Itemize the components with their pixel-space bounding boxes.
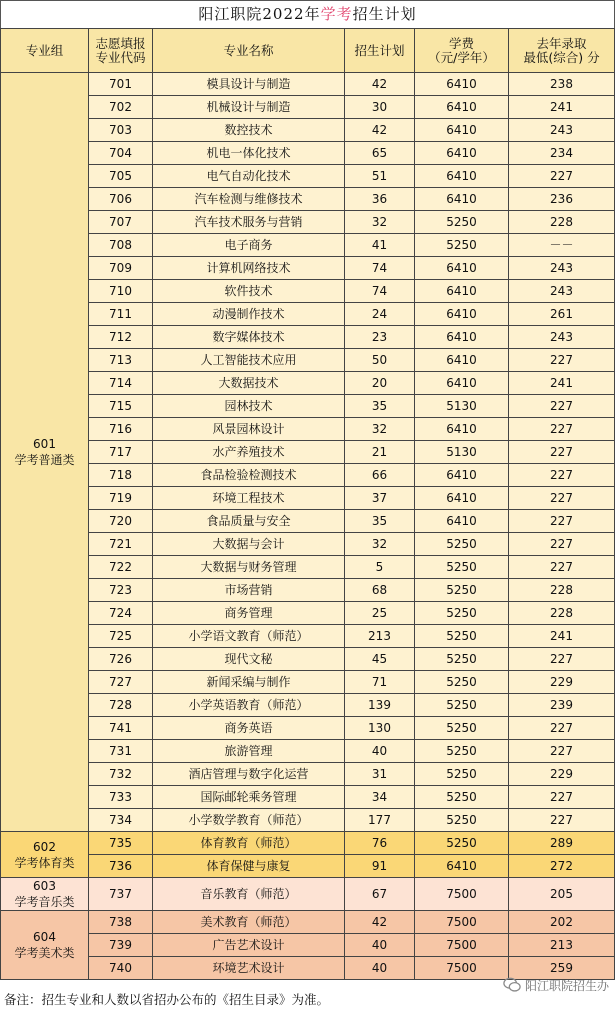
cell-fee: 5250 bbox=[415, 579, 509, 602]
cell-fee: 6410 bbox=[415, 464, 509, 487]
cell-quota: 20 bbox=[345, 372, 415, 395]
cell-name: 水产养殖技术 bbox=[153, 441, 345, 464]
cell-score: 227 bbox=[509, 533, 615, 556]
cell-fee: 6410 bbox=[415, 418, 509, 441]
cell-score: 227 bbox=[509, 717, 615, 740]
cell-score: 243 bbox=[509, 326, 615, 349]
cell-code: 732 bbox=[89, 763, 153, 786]
cell-quota: 67 bbox=[345, 878, 415, 911]
cell-score: 238 bbox=[509, 73, 615, 96]
table-row bbox=[1, 257, 615, 280]
cell-quota: 24 bbox=[345, 303, 415, 326]
cell-quota: 74 bbox=[345, 257, 415, 280]
cell-fee: 6410 bbox=[415, 119, 509, 142]
cell-code: 710 bbox=[89, 280, 153, 303]
table-row bbox=[1, 73, 615, 96]
cell-code: 740 bbox=[89, 957, 153, 980]
cell-score: 259 bbox=[509, 957, 615, 980]
cell-fee: 6410 bbox=[415, 303, 509, 326]
cell-name: 风景园林设计 bbox=[153, 418, 345, 441]
cell-code: 714 bbox=[89, 372, 153, 395]
footer-note: 备注：招生专业和人数以省招办公布的《招生目录》为准。 bbox=[4, 992, 330, 1007]
table-row bbox=[1, 142, 615, 165]
cell-quota: 139 bbox=[345, 694, 415, 717]
cell-quota: 32 bbox=[345, 211, 415, 234]
group-label: 学考美术类 bbox=[14, 946, 75, 960]
table-row bbox=[1, 165, 615, 188]
cell-quota: 74 bbox=[345, 280, 415, 303]
header-score-line2: 最低(综合) 分 bbox=[523, 49, 600, 65]
cell-code: 704 bbox=[89, 142, 153, 165]
table-row bbox=[1, 211, 615, 234]
cell-score: 261 bbox=[509, 303, 615, 326]
cell-fee: 5250 bbox=[415, 556, 509, 579]
cell-score: 236 bbox=[509, 188, 615, 211]
cell-name: 小学数学教育（师范） bbox=[153, 809, 345, 832]
cell-quota: 5 bbox=[345, 556, 415, 579]
cell-fee: 7500 bbox=[415, 911, 509, 934]
cell-quota: 177 bbox=[345, 809, 415, 832]
cell-score: 243 bbox=[509, 280, 615, 303]
cell-fee: 6410 bbox=[415, 73, 509, 96]
table-row bbox=[1, 372, 615, 395]
group-code: 604 bbox=[33, 930, 56, 944]
cell-score: 227 bbox=[509, 418, 615, 441]
cell-name: 数字媒体技术 bbox=[153, 326, 345, 349]
cell-fee: 6410 bbox=[415, 510, 509, 533]
cell-fee: 7500 bbox=[415, 878, 509, 911]
cell-score: 229 bbox=[509, 671, 615, 694]
group-code: 601 bbox=[33, 437, 56, 451]
cell-code: 713 bbox=[89, 349, 153, 372]
cell-name: 人工智能技术应用 bbox=[153, 349, 345, 372]
cell-quota: 31 bbox=[345, 763, 415, 786]
cell-quota: 35 bbox=[345, 395, 415, 418]
watermark bbox=[503, 976, 609, 994]
cell-fee: 5250 bbox=[415, 533, 509, 556]
cell-quota: 45 bbox=[345, 648, 415, 671]
cell-code: 723 bbox=[89, 579, 153, 602]
cell-score: 239 bbox=[509, 694, 615, 717]
header-last-year-score bbox=[509, 29, 615, 73]
table-row bbox=[1, 119, 615, 142]
cell-fee: 6410 bbox=[415, 142, 509, 165]
table-row bbox=[1, 878, 615, 911]
cell-quota: 30 bbox=[345, 96, 415, 119]
table-row bbox=[1, 625, 615, 648]
cell-code: 727 bbox=[89, 671, 153, 694]
cell-score: 227 bbox=[509, 441, 615, 464]
cell-name: 体育教育（师范） bbox=[153, 832, 345, 855]
cell-fee: 7500 bbox=[415, 934, 509, 957]
wechat-icon bbox=[503, 976, 521, 994]
header-fee-line2: （元/学年） bbox=[428, 49, 495, 65]
watermark-text: 阳江职院招生办 bbox=[524, 978, 609, 993]
cell-quota: 23 bbox=[345, 326, 415, 349]
cell-quota: 21 bbox=[345, 441, 415, 464]
cell-fee: 5250 bbox=[415, 763, 509, 786]
cell-fee: 5250 bbox=[415, 648, 509, 671]
cell-name: 小学语文教育（师范） bbox=[153, 625, 345, 648]
cell-score: 243 bbox=[509, 119, 615, 142]
table-row bbox=[1, 441, 615, 464]
cell-score: 228 bbox=[509, 579, 615, 602]
table-row bbox=[1, 602, 615, 625]
cell-quota: 34 bbox=[345, 786, 415, 809]
cell-name: 软件技术 bbox=[153, 280, 345, 303]
title-suffix: 招生计划 bbox=[352, 5, 417, 23]
table-row bbox=[1, 832, 615, 855]
cell-code: 716 bbox=[89, 418, 153, 441]
cell-score: 241 bbox=[509, 625, 615, 648]
cell-name: 园林技术 bbox=[153, 395, 345, 418]
cell-name: 大数据技术 bbox=[153, 372, 345, 395]
cell-name: 酒店管理与数字化运营 bbox=[153, 763, 345, 786]
cell-code: 725 bbox=[89, 625, 153, 648]
cell-quota: 32 bbox=[345, 533, 415, 556]
table-row bbox=[1, 349, 615, 372]
cell-code: 702 bbox=[89, 96, 153, 119]
cell-quota: 32 bbox=[345, 418, 415, 441]
cell-score: 241 bbox=[509, 96, 615, 119]
cell-fee: 5250 bbox=[415, 234, 509, 257]
cell-quota: 41 bbox=[345, 234, 415, 257]
cell-score: 202 bbox=[509, 911, 615, 934]
table-row bbox=[1, 911, 615, 934]
cell-score: 227 bbox=[509, 487, 615, 510]
cell-quota: 91 bbox=[345, 855, 415, 878]
cell-fee: 6410 bbox=[415, 96, 509, 119]
cell-fee: 5250 bbox=[415, 740, 509, 763]
cell-fee: 5250 bbox=[415, 211, 509, 234]
header-code-line2: 专业代码 bbox=[95, 49, 146, 65]
cell-fee: 6410 bbox=[415, 349, 509, 372]
cell-name: 汽车技术服务与营销 bbox=[153, 211, 345, 234]
cell-name: 音乐教育（师范） bbox=[153, 878, 345, 911]
group-cell bbox=[1, 73, 89, 832]
cell-score: 227 bbox=[509, 165, 615, 188]
cell-fee: 6410 bbox=[415, 855, 509, 878]
cell-quota: 76 bbox=[345, 832, 415, 855]
cell-code: 706 bbox=[89, 188, 153, 211]
cell-score: 243 bbox=[509, 257, 615, 280]
title-highlight: 学考 bbox=[320, 5, 353, 23]
cell-code: 718 bbox=[89, 464, 153, 487]
header-code-line1: 志愿填报 bbox=[95, 35, 146, 51]
cell-fee: 6410 bbox=[415, 326, 509, 349]
cell-name: 电气自动化技术 bbox=[153, 165, 345, 188]
table-row bbox=[1, 280, 615, 303]
cell-score: 229 bbox=[509, 763, 615, 786]
cell-name: 机械设计与制造 bbox=[153, 96, 345, 119]
cell-quota: 68 bbox=[345, 579, 415, 602]
cell-name: 广告艺术设计 bbox=[153, 934, 345, 957]
cell-quota: 42 bbox=[345, 73, 415, 96]
header-major-name: 专业名称 bbox=[153, 29, 345, 73]
cell-fee: 6410 bbox=[415, 188, 509, 211]
cell-score: 227 bbox=[509, 464, 615, 487]
cell-code: 735 bbox=[89, 832, 153, 855]
table-row bbox=[1, 717, 615, 740]
table-row bbox=[1, 303, 615, 326]
cell-fee: 6410 bbox=[415, 487, 509, 510]
group-label: 学考普通类 bbox=[14, 453, 75, 467]
cell-score: 228 bbox=[509, 211, 615, 234]
cell-fee: 6410 bbox=[415, 372, 509, 395]
cell-code: 720 bbox=[89, 510, 153, 533]
cell-quota: 65 bbox=[345, 142, 415, 165]
cell-quota: 66 bbox=[345, 464, 415, 487]
group-cell bbox=[1, 878, 89, 911]
table-row bbox=[1, 96, 615, 119]
cell-code: 711 bbox=[89, 303, 153, 326]
cell-quota: 213 bbox=[345, 625, 415, 648]
cell-score: 205 bbox=[509, 878, 615, 911]
group-label: 学考音乐类 bbox=[14, 895, 75, 909]
cell-name: 小学英语教育（师范） bbox=[153, 694, 345, 717]
cell-quota: 37 bbox=[345, 487, 415, 510]
table-row bbox=[1, 694, 615, 717]
cell-quota: 71 bbox=[345, 671, 415, 694]
cell-fee: 5250 bbox=[415, 786, 509, 809]
admission-plan-table bbox=[0, 28, 615, 980]
cell-score: －－ bbox=[509, 234, 615, 257]
cell-code: 741 bbox=[89, 717, 153, 740]
group-code: 602 bbox=[33, 839, 56, 854]
cell-quota: 42 bbox=[345, 911, 415, 934]
table-row bbox=[1, 740, 615, 763]
cell-name: 美术教育（师范） bbox=[153, 911, 345, 934]
cell-score: 227 bbox=[509, 349, 615, 372]
table-row bbox=[1, 648, 615, 671]
cell-code: 701 bbox=[89, 73, 153, 96]
cell-score: 227 bbox=[509, 556, 615, 579]
cell-code: 712 bbox=[89, 326, 153, 349]
cell-code: 703 bbox=[89, 119, 153, 142]
cell-fee: 7500 bbox=[415, 957, 509, 980]
cell-name: 大数据与会计 bbox=[153, 533, 345, 556]
table-row bbox=[1, 487, 615, 510]
cell-quota: 40 bbox=[345, 740, 415, 763]
cell-score: 227 bbox=[509, 786, 615, 809]
cell-code: 709 bbox=[89, 257, 153, 280]
cell-name: 新闻采编与制作 bbox=[153, 671, 345, 694]
cell-name: 市场营销 bbox=[153, 579, 345, 602]
cell-fee: 5250 bbox=[415, 809, 509, 832]
table-row bbox=[1, 763, 615, 786]
cell-code: 708 bbox=[89, 234, 153, 257]
cell-fee: 5130 bbox=[415, 441, 509, 464]
cell-name: 机电一体化技术 bbox=[153, 142, 345, 165]
cell-quota: 25 bbox=[345, 602, 415, 625]
cell-score: 234 bbox=[509, 142, 615, 165]
cell-fee: 5250 bbox=[415, 694, 509, 717]
cell-quota: 130 bbox=[345, 717, 415, 740]
cell-name: 国际邮轮乘务管理 bbox=[153, 786, 345, 809]
table-row bbox=[1, 579, 615, 602]
group-cell bbox=[1, 911, 89, 980]
header-score-line1: 去年录取 bbox=[536, 35, 587, 51]
cell-name: 大数据与财务管理 bbox=[153, 556, 345, 579]
cell-quota: 35 bbox=[345, 510, 415, 533]
cell-name: 电子商务 bbox=[153, 234, 345, 257]
cell-fee: 5250 bbox=[415, 602, 509, 625]
cell-quota: 36 bbox=[345, 188, 415, 211]
cell-name: 数控技术 bbox=[153, 119, 345, 142]
table-row bbox=[1, 671, 615, 694]
cell-code: 719 bbox=[89, 487, 153, 510]
cell-fee: 5250 bbox=[415, 671, 509, 694]
cell-name: 食品检验检测技术 bbox=[153, 464, 345, 487]
page-title bbox=[0, 0, 615, 29]
cell-code: 705 bbox=[89, 165, 153, 188]
cell-score: 213 bbox=[509, 934, 615, 957]
cell-fee: 6410 bbox=[415, 257, 509, 280]
header-code bbox=[89, 29, 153, 73]
cell-quota: 40 bbox=[345, 934, 415, 957]
cell-score: 241 bbox=[509, 372, 615, 395]
cell-score: 228 bbox=[509, 602, 615, 625]
cell-name: 环境工程技术 bbox=[153, 487, 345, 510]
table-row bbox=[1, 188, 615, 211]
cell-quota: 50 bbox=[345, 349, 415, 372]
cell-score: 227 bbox=[509, 809, 615, 832]
cell-name: 体育保健与康复 bbox=[153, 855, 345, 878]
cell-code: 721 bbox=[89, 533, 153, 556]
cell-fee: 5250 bbox=[415, 717, 509, 740]
cell-code: 717 bbox=[89, 441, 153, 464]
cell-score: 289 bbox=[509, 832, 615, 855]
cell-name: 商务管理 bbox=[153, 602, 345, 625]
cell-fee: 6410 bbox=[415, 280, 509, 303]
cell-code: 728 bbox=[89, 694, 153, 717]
cell-score: 227 bbox=[509, 510, 615, 533]
cell-name: 汽车检测与维修技术 bbox=[153, 188, 345, 211]
header-group: 专业组 bbox=[1, 29, 89, 73]
cell-fee: 6410 bbox=[415, 165, 509, 188]
group-cell bbox=[1, 832, 89, 878]
cell-name: 商务英语 bbox=[153, 717, 345, 740]
cell-quota: 42 bbox=[345, 119, 415, 142]
title-prefix: 阳江职院2022年 bbox=[198, 5, 321, 23]
cell-name: 现代文秘 bbox=[153, 648, 345, 671]
table-body bbox=[1, 73, 615, 980]
header-fee bbox=[415, 29, 509, 73]
table-row bbox=[1, 533, 615, 556]
cell-score: 227 bbox=[509, 395, 615, 418]
cell-name: 模具设计与制造 bbox=[153, 73, 345, 96]
cell-quota: 51 bbox=[345, 165, 415, 188]
table-row bbox=[1, 556, 615, 579]
cell-score: 227 bbox=[509, 648, 615, 671]
cell-name: 旅游管理 bbox=[153, 740, 345, 763]
cell-code: 738 bbox=[89, 911, 153, 934]
cell-code: 724 bbox=[89, 602, 153, 625]
cell-code: 707 bbox=[89, 211, 153, 234]
header-row bbox=[1, 29, 615, 73]
cell-code: 739 bbox=[89, 934, 153, 957]
cell-fee: 5250 bbox=[415, 625, 509, 648]
cell-code: 734 bbox=[89, 809, 153, 832]
cell-code: 722 bbox=[89, 556, 153, 579]
cell-name: 计算机网络技术 bbox=[153, 257, 345, 280]
table-row bbox=[1, 464, 615, 487]
cell-fee: 5250 bbox=[415, 832, 509, 855]
cell-name: 食品质量与安全 bbox=[153, 510, 345, 533]
cell-name: 环境艺术设计 bbox=[153, 957, 345, 980]
cell-code: 737 bbox=[89, 878, 153, 911]
table-row bbox=[1, 326, 615, 349]
cell-fee: 5130 bbox=[415, 395, 509, 418]
header-quota: 招生计划 bbox=[345, 29, 415, 73]
cell-score: 272 bbox=[509, 855, 615, 878]
table-row bbox=[1, 234, 615, 257]
cell-code: 731 bbox=[89, 740, 153, 763]
group-label: 学考体育类 bbox=[14, 855, 75, 870]
cell-code: 715 bbox=[89, 395, 153, 418]
table-row bbox=[1, 934, 615, 957]
cell-code: 736 bbox=[89, 855, 153, 878]
cell-score: 227 bbox=[509, 740, 615, 763]
table-row bbox=[1, 418, 615, 441]
cell-code: 726 bbox=[89, 648, 153, 671]
header-fee-line1: 学费 bbox=[448, 35, 474, 51]
table-row bbox=[1, 855, 615, 878]
cell-quota: 40 bbox=[345, 957, 415, 980]
table-row bbox=[1, 510, 615, 533]
cell-code: 733 bbox=[89, 786, 153, 809]
table-row bbox=[1, 809, 615, 832]
table-row bbox=[1, 786, 615, 809]
cell-name: 动漫制作技术 bbox=[153, 303, 345, 326]
table-row bbox=[1, 395, 615, 418]
group-code: 603 bbox=[33, 879, 56, 893]
